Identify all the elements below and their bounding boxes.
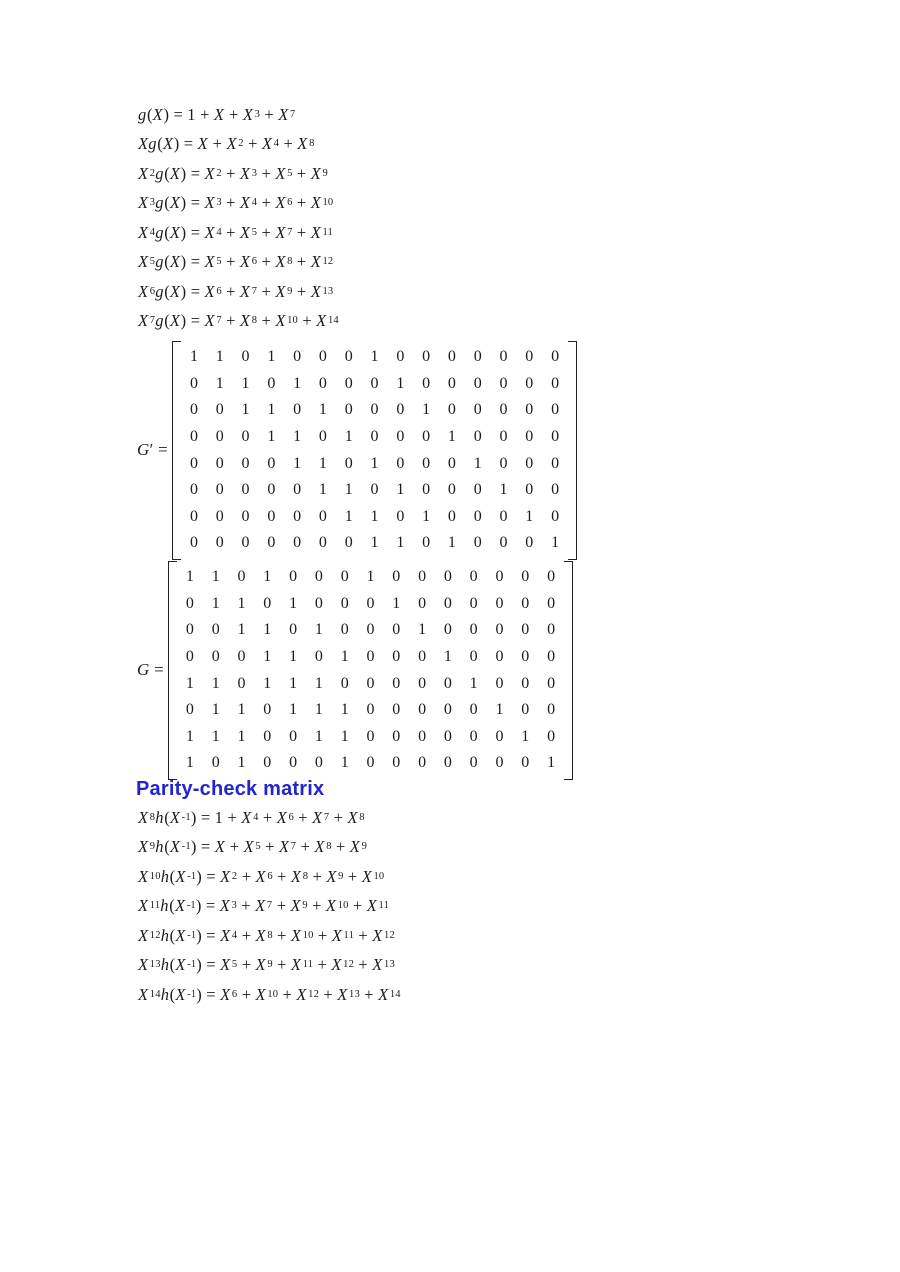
equation: X 12 h ( X -1 ) = X 4 + X 8 + X 10 + X 11 + X 12 (138, 925, 395, 945)
matrix-cell: 0 (318, 428, 327, 446)
matrix-cell: 0 (547, 648, 556, 666)
matrix-cell: 0 (185, 621, 194, 639)
matrix-cell: 1 (241, 401, 250, 419)
matrix-cell: 1 (318, 481, 327, 499)
matrix-cell: 1 (443, 648, 452, 666)
matrix-cell: 1 (521, 727, 530, 745)
matrix-cell: 1 (340, 648, 349, 666)
matrix-cell: 0 (344, 454, 353, 472)
matrix-cell: 0 (447, 507, 456, 525)
matrix-cell: 0 (241, 348, 250, 366)
matrix-cell: 0 (215, 481, 224, 499)
matrix-cell: 1 (185, 674, 194, 692)
matrix-cell: 0 (344, 534, 353, 552)
matrix-cell: 0 (443, 594, 452, 612)
matrix-cell: 1 (267, 401, 276, 419)
matrix-cell: 0 (521, 568, 530, 586)
matrix-cell: 0 (418, 568, 427, 586)
matrix-cell: 0 (185, 701, 194, 719)
matrix-cell: 0 (215, 507, 224, 525)
matrix-cell: 0 (499, 428, 508, 446)
matrix-row (177, 724, 564, 751)
matrix-cell: 1 (211, 701, 220, 719)
matrix-cell: 1 (237, 594, 246, 612)
matrix-cell: 0 (396, 428, 405, 446)
matrix-cell: 0 (547, 568, 556, 586)
matrix-cell: 1 (370, 348, 379, 366)
matrix-cell: 0 (237, 648, 246, 666)
matrix-cell: 0 (547, 701, 556, 719)
matrix-cell: 0 (447, 481, 456, 499)
matrix-cell: 1 (422, 507, 431, 525)
matrix-cell: 1 (185, 727, 194, 745)
parity-equations-list (138, 803, 401, 1010)
matrix-cell: 0 (215, 401, 224, 419)
matrix-cell: 0 (447, 374, 456, 392)
matrix-cell: 1 (293, 454, 302, 472)
matrix-cell: 0 (392, 568, 401, 586)
matrix-cell: 0 (370, 428, 379, 446)
right-bracket (568, 341, 577, 560)
matrix-cell: 0 (473, 428, 482, 446)
matrix-cell: 0 (314, 648, 323, 666)
matrix-cell: 0 (267, 481, 276, 499)
matrix-cell: 0 (473, 348, 482, 366)
matrix-cell: 0 (521, 621, 530, 639)
matrix-cell: 0 (370, 481, 379, 499)
matrix-cell: 0 (392, 727, 401, 745)
matrix-cell: 1 (318, 401, 327, 419)
matrix-cell: 0 (469, 701, 478, 719)
matrix-cell: 0 (551, 348, 560, 366)
matrix-cell: 0 (314, 754, 323, 772)
matrix-cell: 0 (237, 568, 246, 586)
matrix-cell: 0 (215, 534, 224, 552)
matrix-cell: 1 (289, 701, 298, 719)
matrix-row (181, 397, 568, 424)
matrix-cell: 0 (241, 428, 250, 446)
matrix-cell: 0 (418, 594, 427, 612)
matrix-cell: 0 (422, 481, 431, 499)
matrix-cell: 1 (340, 727, 349, 745)
matrix-cell: 0 (418, 701, 427, 719)
matrix-cell: 0 (473, 401, 482, 419)
matrix-row (177, 591, 564, 618)
matrix-cell: 0 (366, 648, 375, 666)
matrix-row (181, 530, 568, 557)
matrix-cell: 0 (293, 507, 302, 525)
matrix-cell: 0 (344, 401, 353, 419)
matrix-cell: 0 (392, 674, 401, 692)
matrix-row (177, 750, 564, 777)
equation: X 11 h ( X -1 ) = X 3 + X 7 + X 9 + X 10 + X 11 (138, 896, 390, 916)
matrix-cell: 1 (314, 727, 323, 745)
matrix-cell: 0 (189, 428, 198, 446)
matrix-cell: 0 (499, 507, 508, 525)
matrix-cell: 1 (211, 568, 220, 586)
g-matrix-grid (177, 564, 564, 777)
matrix-cell: 0 (447, 348, 456, 366)
matrix-cell: 0 (525, 428, 534, 446)
matrix-cell: 1 (237, 621, 246, 639)
matrix-cell: 1 (185, 754, 194, 772)
matrix-cell: 0 (443, 621, 452, 639)
matrix-cell: 0 (267, 534, 276, 552)
matrix-cell: 0 (293, 401, 302, 419)
matrix-cell: 1 (211, 674, 220, 692)
right-bracket (564, 561, 573, 780)
matrix-cell: 0 (499, 454, 508, 472)
matrix-cell: 1 (396, 481, 405, 499)
matrix-cell: 0 (499, 374, 508, 392)
matrix-cell: 0 (521, 754, 530, 772)
matrix-cell: 1 (525, 507, 534, 525)
matrix-cell: 0 (366, 621, 375, 639)
matrix-cell: 0 (396, 507, 405, 525)
matrix-cell: 0 (366, 594, 375, 612)
matrix-row (181, 504, 568, 531)
matrix-cell: 0 (525, 534, 534, 552)
equation: X 2 g ( X ) = X 2 + X 3 + X 5 + X 9 (138, 163, 328, 183)
matrix-cell: 1 (215, 374, 224, 392)
matrix-cell: 0 (495, 568, 504, 586)
matrix-cell: 0 (422, 534, 431, 552)
equation: X 6 g ( X ) = X 6 + X 7 + X 9 + X 13 (138, 281, 334, 301)
matrix-cell: 0 (267, 374, 276, 392)
matrix-cell: 0 (473, 507, 482, 525)
matrix-cell: 0 (366, 727, 375, 745)
matrix-cell: 0 (495, 754, 504, 772)
matrix-cell: 1 (473, 454, 482, 472)
matrix-cell: 1 (318, 454, 327, 472)
matrix-cell: 0 (366, 754, 375, 772)
matrix-cell: 0 (547, 727, 556, 745)
matrix-cell: 0 (495, 648, 504, 666)
matrix-cell: 1 (189, 348, 198, 366)
matrix-cell: 0 (473, 374, 482, 392)
matrix-cell: 0 (521, 648, 530, 666)
matrix-cell: 0 (211, 621, 220, 639)
matrix-cell: 1 (237, 727, 246, 745)
matrix-cell: 0 (340, 621, 349, 639)
matrix-cell: 1 (185, 568, 194, 586)
matrix-cell: 0 (443, 568, 452, 586)
matrix-cell: 1 (392, 594, 401, 612)
matrix-cell: 0 (267, 507, 276, 525)
equation: X 3 g ( X ) = X 3 + X 4 + X 6 + X 10 (138, 193, 334, 213)
g-prime-matrix (172, 341, 577, 560)
matrix-cell: 0 (418, 727, 427, 745)
matrix-cell: 0 (185, 648, 194, 666)
matrix-cell: 0 (495, 674, 504, 692)
matrix-cell: 1 (263, 621, 272, 639)
matrix-row (177, 617, 564, 644)
matrix-cell: 1 (499, 481, 508, 499)
matrix-cell: 0 (469, 568, 478, 586)
matrix-cell: 1 (366, 568, 375, 586)
matrix-cell: 1 (422, 401, 431, 419)
matrix-cell: 0 (211, 648, 220, 666)
matrix-cell: 1 (340, 701, 349, 719)
matrix-cell: 0 (521, 594, 530, 612)
matrix-cell: 0 (418, 754, 427, 772)
matrix-cell: 0 (443, 701, 452, 719)
matrix-cell: 0 (340, 674, 349, 692)
matrix-cell: 0 (318, 507, 327, 525)
matrix-row (181, 371, 568, 398)
matrix-cell: 0 (241, 507, 250, 525)
matrix-cell: 1 (263, 648, 272, 666)
equation: g ( X ) = 1 + X + X 3 + X 7 (138, 104, 296, 124)
matrix-cell: 1 (215, 348, 224, 366)
equation: X 5 g ( X ) = X 5 + X 6 + X 8 + X 12 (138, 252, 334, 272)
matrix-cell: 0 (314, 568, 323, 586)
matrix-cell: 0 (293, 481, 302, 499)
matrix-cell: 0 (267, 454, 276, 472)
matrix-cell: 0 (469, 621, 478, 639)
equation: X 8 h ( X -1 ) = 1 + X 4 + X 6 + X 7 + X 8 (138, 807, 365, 827)
matrix-cell: 1 (211, 594, 220, 612)
matrix-cell: 0 (289, 568, 298, 586)
matrix-cell: 1 (293, 374, 302, 392)
g-prime-matrix-grid (181, 344, 568, 557)
matrix-cell: 0 (293, 534, 302, 552)
matrix-cell: 0 (499, 401, 508, 419)
matrix-cell: 1 (289, 674, 298, 692)
matrix-cell: 1 (344, 481, 353, 499)
matrix-cell: 0 (318, 534, 327, 552)
matrix-cell: 0 (469, 594, 478, 612)
matrix-cell: 0 (525, 401, 534, 419)
matrix-cell: 0 (366, 674, 375, 692)
matrix-cell: 0 (447, 401, 456, 419)
matrix-cell: 0 (551, 401, 560, 419)
matrix-cell: 1 (344, 507, 353, 525)
equation: X 13 h ( X -1 ) = X 5 + X 9 + X 11 + X 12 + X 13 (138, 955, 395, 975)
matrix-cell: 0 (547, 621, 556, 639)
matrix-cell: 1 (340, 754, 349, 772)
matrix-cell: 1 (370, 454, 379, 472)
matrix-cell: 0 (392, 621, 401, 639)
matrix-cell: 1 (237, 701, 246, 719)
matrix-cell: 0 (396, 454, 405, 472)
matrix-cell: 0 (340, 568, 349, 586)
matrix-cell: 0 (469, 648, 478, 666)
left-bracket (168, 561, 177, 780)
matrix-cell: 1 (370, 507, 379, 525)
matrix-cell: 0 (263, 701, 272, 719)
matrix-cell: 0 (366, 701, 375, 719)
matrix-cell: 0 (189, 481, 198, 499)
matrix-cell: 0 (340, 594, 349, 612)
matrix-row (181, 477, 568, 504)
g-matrix (168, 561, 573, 780)
matrix-cell: 0 (215, 428, 224, 446)
matrix-cell: 0 (344, 374, 353, 392)
matrix-cell: 1 (418, 621, 427, 639)
matrix-cell: 1 (447, 428, 456, 446)
matrix-cell: 0 (263, 727, 272, 745)
matrix-row (177, 564, 564, 591)
matrix-cell: 1 (237, 754, 246, 772)
matrix-cell: 0 (525, 481, 534, 499)
equation: X 7 g ( X ) = X 7 + X 8 + X 10 + X 14 (138, 311, 339, 331)
equation: Xg ( X ) = X + X 2 + X 4 + X 8 (138, 134, 315, 154)
matrix-cell: 1 (314, 701, 323, 719)
matrix-cell: 0 (289, 727, 298, 745)
matrix-cell: 1 (495, 701, 504, 719)
matrix-cell: 0 (443, 754, 452, 772)
matrix-cell: 0 (525, 374, 534, 392)
matrix-cell: 0 (443, 727, 452, 745)
matrix-cell: 0 (314, 594, 323, 612)
matrix-cell: 0 (551, 374, 560, 392)
matrix-cell: 1 (263, 674, 272, 692)
matrix-cell: 0 (473, 534, 482, 552)
matrix-cell: 0 (318, 348, 327, 366)
matrix-cell: 1 (289, 648, 298, 666)
matrix-cell: 1 (314, 621, 323, 639)
matrix-cell: 1 (267, 428, 276, 446)
g-matrix-block (137, 561, 573, 780)
equation: X 14 h ( X -1 ) = X 6 + X 10 + X 12 + X 13 + X 14 (138, 984, 401, 1004)
matrix-cell: 0 (241, 454, 250, 472)
matrix-cell: 0 (189, 401, 198, 419)
matrix-cell: 0 (189, 507, 198, 525)
matrix-cell: 0 (185, 594, 194, 612)
matrix-cell: 1 (314, 674, 323, 692)
generator-equations-list (138, 100, 339, 336)
matrix-cell: 0 (469, 727, 478, 745)
matrix-cell: 0 (495, 727, 504, 745)
matrix-cell: 0 (215, 454, 224, 472)
matrix-cell: 0 (443, 674, 452, 692)
matrix-cell: 0 (392, 701, 401, 719)
matrix-cell: 0 (521, 674, 530, 692)
matrix-cell: 0 (318, 374, 327, 392)
matrix-cell: 0 (189, 454, 198, 472)
matrix-cell: 1 (396, 374, 405, 392)
matrix-cell: 0 (551, 507, 560, 525)
matrix-cell: 0 (418, 648, 427, 666)
g-prime-label: G′ = (137, 440, 169, 460)
matrix-cell: 1 (241, 374, 250, 392)
matrix-cell: 0 (211, 754, 220, 772)
matrix-cell: 0 (189, 534, 198, 552)
matrix-cell: 1 (344, 428, 353, 446)
g-label: G = (137, 660, 165, 680)
matrix-cell: 0 (469, 754, 478, 772)
g-prime-matrix-block (137, 341, 577, 560)
equation: X 4 g ( X ) = X 4 + X 5 + X 7 + X 11 (138, 222, 333, 242)
matrix-cell: 0 (422, 454, 431, 472)
matrix-cell: 0 (396, 401, 405, 419)
matrix-cell: 0 (547, 674, 556, 692)
matrix-cell: 1 (547, 754, 556, 772)
matrix-cell: 0 (396, 348, 405, 366)
matrix-cell: 1 (447, 534, 456, 552)
matrix-cell: 1 (289, 594, 298, 612)
matrix-cell: 1 (267, 348, 276, 366)
matrix-cell: 0 (525, 454, 534, 472)
matrix-cell: 0 (422, 428, 431, 446)
matrix-cell: 0 (289, 754, 298, 772)
matrix-cell: 0 (392, 648, 401, 666)
matrix-cell: 0 (499, 534, 508, 552)
matrix-cell: 0 (263, 594, 272, 612)
matrix-cell: 0 (422, 374, 431, 392)
matrix-cell: 0 (551, 481, 560, 499)
matrix-cell: 0 (293, 348, 302, 366)
matrix-cell: 0 (189, 374, 198, 392)
matrix-cell: 0 (551, 454, 560, 472)
matrix-cell: 1 (396, 534, 405, 552)
matrix-row (177, 644, 564, 671)
matrix-cell: 0 (499, 348, 508, 366)
matrix-cell: 0 (241, 534, 250, 552)
matrix-row (181, 424, 568, 451)
matrix-cell: 0 (551, 428, 560, 446)
matrix-row (181, 450, 568, 477)
matrix-cell: 1 (211, 727, 220, 745)
matrix-cell: 0 (495, 621, 504, 639)
matrix-cell: 0 (241, 481, 250, 499)
matrix-cell: 0 (521, 701, 530, 719)
matrix-cell: 1 (263, 568, 272, 586)
matrix-row (177, 670, 564, 697)
matrix-cell: 0 (344, 348, 353, 366)
matrix-cell: 0 (422, 348, 431, 366)
matrix-cell: 0 (263, 754, 272, 772)
matrix-cell: 0 (547, 594, 556, 612)
parity-check-heading: Parity-check matrix (136, 778, 325, 800)
matrix-cell: 0 (418, 674, 427, 692)
equation: X 10 h ( X -1 ) = X 2 + X 6 + X 8 + X 9 + X 10 (138, 866, 385, 886)
left-bracket (172, 341, 181, 560)
matrix-cell: 0 (525, 348, 534, 366)
matrix-row (181, 344, 568, 371)
matrix-cell: 1 (469, 674, 478, 692)
matrix-cell: 1 (551, 534, 560, 552)
matrix-cell: 0 (370, 374, 379, 392)
matrix-cell: 0 (392, 754, 401, 772)
equation: X 9 h ( X -1 ) = X + X 5 + X 7 + X 8 + X 9 (138, 837, 368, 857)
matrix-cell: 0 (370, 401, 379, 419)
matrix-cell: 0 (473, 481, 482, 499)
matrix-cell: 1 (293, 428, 302, 446)
matrix-cell: 0 (289, 621, 298, 639)
matrix-row (177, 697, 564, 724)
matrix-cell: 0 (495, 594, 504, 612)
matrix-cell: 1 (370, 534, 379, 552)
matrix-cell: 0 (447, 454, 456, 472)
matrix-cell: 0 (237, 674, 246, 692)
